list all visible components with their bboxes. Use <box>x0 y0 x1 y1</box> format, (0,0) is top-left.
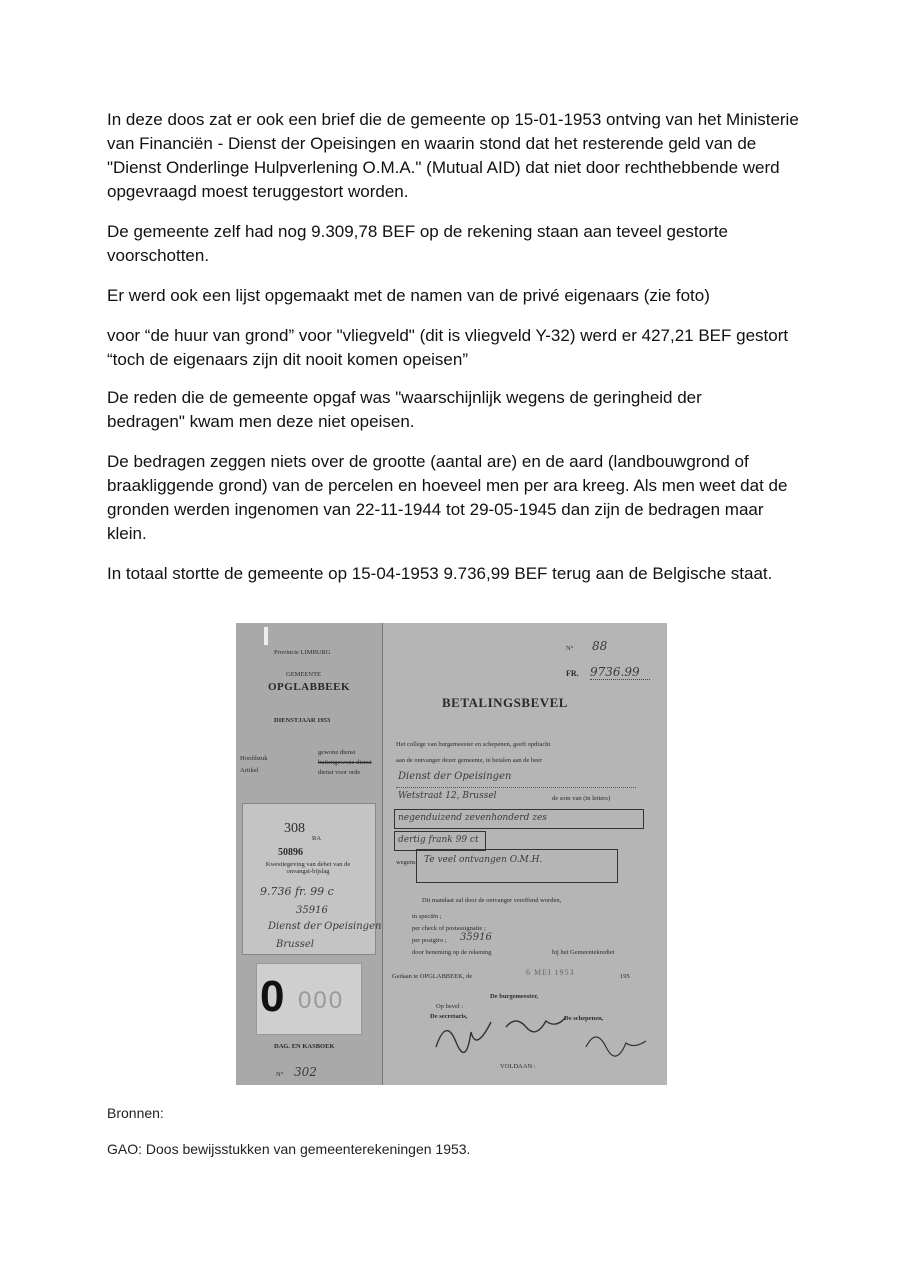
paragraph-advances: De gemeente zelf had nog 9.309,78 BEF op de rekening staan aan teveel gestorte voorschotten. <box>107 222 728 265</box>
bottom-nr-label: N° <box>276 1071 284 1078</box>
op-bevel-label: Op bevel : <box>436 1003 464 1010</box>
amount-words-2: dertig frank 99 ct <box>398 835 479 845</box>
artikel-label: Artikel <box>240 767 259 774</box>
sources-heading: Bronnen: <box>107 1105 164 1121</box>
stub-code: 50896 <box>278 847 303 858</box>
check: per check of postassignatie ; <box>412 925 486 932</box>
paper-clip-mark <box>264 627 268 645</box>
postgiro-label: per postgiro ; <box>412 937 447 944</box>
paragraph-owner-list: Er werd ook een lijst opgemaakt met de namen van de privé eigenaars (zie foto) <box>107 286 710 305</box>
hoofdstuk-label: Hoofdstuk <box>240 755 268 762</box>
stub-payee: Dienst der Opeisingen <box>268 921 382 932</box>
stub-ra: RA <box>312 835 322 842</box>
dienstjaar: DIENSTJAAR 1953 <box>274 717 331 724</box>
dienst-buiten: buitengewone dienst <box>318 759 372 766</box>
college-line: Het college van burgemeester en schepenen, geeft opdracht <box>396 741 551 748</box>
gemeente-label: GEMEENTE <box>286 671 322 678</box>
gemeentekrediet: bij het Gemeentekrediet <box>552 949 615 956</box>
fr-label: FR. <box>566 669 579 678</box>
schepenen-label: De schepenen, <box>564 1015 604 1022</box>
receipt-stub <box>242 803 376 955</box>
stub-giro: 35916 <box>296 905 328 916</box>
payee-name: Dienst der Opeisingen <box>398 771 512 782</box>
paragraph-reason: De reden die de gemeente opgaf was "waarschijnlijk wegens de geringheid der bedragen" kwam men deze niet opeisen. <box>107 388 702 431</box>
stub-city: Brussel <box>276 939 314 950</box>
source-citation: GAO: Doos bewijsstukken van gemeenterekeningen 1953. <box>107 1141 471 1157</box>
dienst-orde: dienst voor orde <box>318 769 361 776</box>
beneming: door beneming op de rekening <box>412 949 492 956</box>
gedaan-line: Gedaan te OPGLABBEEK, de <box>392 973 473 980</box>
stub-amount: 9.736 fr. 99 c <box>260 885 334 898</box>
dag-kasboek: DAG. EN KASBOEK <box>274 1043 335 1050</box>
stub-text: Kwestiegeving van debet van de onvangst-bijslag <box>265 861 351 875</box>
order-title: BETALINGSBEVEL <box>442 695 568 710</box>
postgiro-value: 35916 <box>460 932 492 943</box>
mandaat-line: Dit mandaat zal door de ontvanger vereffend worden, <box>422 897 562 904</box>
paragraph-total: In totaal stortte de gemeente op 15-04-1953 9.736,99 BEF terug aan de Belgische staat. <box>107 564 773 583</box>
wegens-label: wegens <box>396 859 416 866</box>
ontvanger-line: aan de ontvanger dezer gemeente, te betalen aan de heer <box>396 757 543 764</box>
amount-words-1: negenduizend zevenhonderd zes <box>398 813 547 823</box>
payee-address: Wetstraat 12, Brussel <box>398 791 497 801</box>
bottom-nr-value: 302 <box>294 1065 317 1079</box>
paragraph-amounts: De bedragen zeggen niets over de grootte (aantal are) en de aard (landbouwgrond of braakliggende grond) van de percelen en hoeveel men per ara kreeg. Als men weet dat de gronden werden ingenomen van 22-11-1944 tot 29-05-1945 dan zijn de bedragen maar klein. <box>107 452 788 543</box>
paragraph-airfield: voor “de huur van grond” voor "vliegveld" (dit is vliegveld Y-32) werd er 427,21 BEF gestort “toch de eigenaars zijn dit nooit komen opeisen” <box>107 326 789 369</box>
wegens-value: Te veel ontvangen O.M.H. <box>424 855 543 865</box>
perforation-line <box>382 623 383 1085</box>
stamp-zero: 0 <box>260 972 285 1021</box>
payee-line <box>396 787 636 788</box>
municipality-name: OPGLABBEEK <box>268 681 351 693</box>
paragraph-letter: In deze doos zat er ook een brief die de gemeente op 15-01-1953 ontving van het Ministerie van Financiën - Dienst der Opeisingen en waarin stond dat het resterende geld van de "Dienst Onderlinge Hulpverlening O.M.A." (Mutual AID) dat niet door rechthebbende werd opgevraagd moest teruggestort worden. <box>107 110 799 201</box>
specien: in speciën ; <box>412 913 442 920</box>
secretaris-label: De secretaris, <box>430 1013 468 1020</box>
order-nr-label: N° <box>566 645 574 652</box>
date-stamp: 6 MEI 1953 <box>526 968 575 977</box>
stub-number: 308 <box>284 821 305 836</box>
burgemeester-label: De burgemeester, <box>490 993 539 1000</box>
order-nr-value: 88 <box>592 639 608 653</box>
payment-order-photo <box>236 623 667 1085</box>
som-label: de som van (in letters) <box>552 795 611 802</box>
fr-value: 9736.99 <box>590 665 650 680</box>
province-label: Provincie LIMBURG <box>274 649 331 656</box>
year-suffix: 195 <box>620 973 630 980</box>
dienst-gewone: gewone dienst <box>318 749 356 756</box>
signatures <box>416 1007 656 1067</box>
voldaan-label: VOLDAAN : <box>500 1063 536 1070</box>
stamp-digits: 000 <box>298 987 345 1014</box>
